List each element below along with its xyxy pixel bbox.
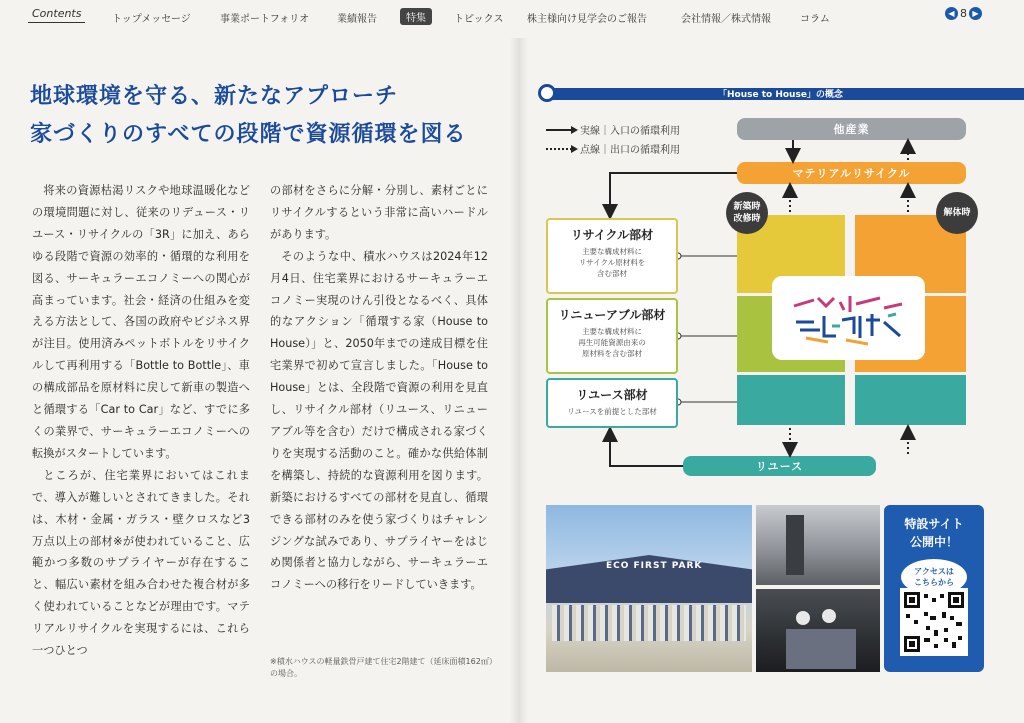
qr-code-icon — [904, 592, 964, 652]
workers-bodies — [786, 629, 856, 669]
nav-item-feature[interactable]: 特集 — [400, 8, 432, 25]
factory-photo — [756, 589, 880, 672]
prev-page-icon[interactable]: ◀ — [945, 7, 958, 20]
page-number: 8 — [960, 7, 967, 20]
nav-item-column[interactable]: コラム — [800, 14, 830, 25]
paragraph: の部材をさらに分解・分別し、素材ごとにリサイクルするという非常に高いハードルがあります。 — [270, 184, 488, 241]
legend-dotted-label: 点線｜出口の循環利用 — [580, 145, 680, 156]
worker-photo — [756, 505, 880, 585]
next-page-icon[interactable]: ▶ — [969, 7, 982, 20]
headline-line-2: 家づくりのすべての段階で資源循環を図る — [30, 122, 467, 147]
renewable-material-box — [546, 298, 678, 374]
reuse-material-desc: リユースを前提とした部材 — [567, 407, 657, 416]
special-site-title: 特設サイト 公開中！ — [904, 517, 964, 549]
helmet-2 — [822, 609, 836, 623]
recycle-material-box — [546, 218, 678, 294]
nav-item-top-message[interactable]: トップメッセージ — [112, 14, 191, 25]
reuse-pill: リユース — [683, 456, 876, 476]
concept-title: 「House to House」の概念 — [718, 90, 843, 100]
renewable-material-title: リニューアブル部材 — [558, 308, 666, 322]
material-recycle-pill: マテリアルリサイクル — [737, 162, 966, 184]
paragraph: ところが、住宅業界においてはこれまで、導入が難しいとされてきました。それは、木材・金属・ガラス・壁クロスなど3万点以上の部材※が使われていること、広範かつ多数のサプライヤーが存在すること、幅広い素材を組み合わせた複合材が多く使われていることなどが理由です。マテリアルリサイクルを実現するには、これら一つひとつ — [32, 468, 250, 658]
footnote: ※積水ハウスの軽量鉄骨戸建て住宅2階建て（延床面積162㎡）の場合。 — [270, 657, 497, 678]
paragraph: 将来の資源枯渇リスクや地球温暖化などの環境問題に対し、従来のリデュース・リユース・リサイクルの「3R」に加え、あらゆる段階で資源の効率的・循環的な利用を図る、サーキュラーエコノミーへの関心が高まっています。社会・経済の仕組みを変える方法として、各国の政府やビジネス界が注目。使用済みペットボトルをリサイクルして再利用する「Bottle to Bottle」、車の構成部品を原材料に戻して新車の製造へと循環する「Car to Car」など、すでに多くの業界で、サーキュラーエコノミーへの転換がスタートしています。 — [32, 184, 250, 460]
other-industry-pill: 他産業 — [737, 118, 966, 140]
contents-link[interactable]: Contents — [28, 7, 85, 23]
nav-item-results[interactable]: 業績報告 — [337, 14, 377, 25]
facility-sign: ECO FIRST PARK — [606, 561, 703, 571]
nav-item-portfolio[interactable]: 事業ポートフォリオ — [220, 14, 310, 25]
nav-item-topics[interactable]: トピックス — [454, 14, 504, 25]
badge-new-label: 新築時 改修時 — [733, 202, 761, 224]
nav-item-company-info[interactable]: 会社情報／株式情報 — [681, 14, 771, 25]
facility-photo — [546, 505, 752, 672]
headline-line-1: 地球環境を守る、新たなアプローチ — [30, 84, 399, 109]
reuse-material-title: リユース部材 — [576, 388, 648, 402]
helmet-1 — [796, 611, 810, 625]
renewable-material-desc: 主要な構成材料に 再生可能資源由来の 原材料を含む部材 — [578, 327, 646, 358]
recycle-material-desc: 主要な構成材料に リサイクル原材料を 含む部材 — [578, 247, 646, 278]
badge-demolish-label: 解体時 — [943, 208, 971, 218]
recycle-material-title: リサイクル部材 — [570, 228, 654, 242]
group-of-people — [552, 605, 746, 641]
paragraph: そのような中、積水ハウスは2024年12月4日、住宅業界におけるサーキュラーエコノミー実現のけん引役となるべく、具体的なアクション「循環する家（House to House）」と、2050年までの達成目標を住宅業界で初めて宣言しました。「House to House」とは、全段階で資源の利用を見直し、リサイクル部材（リユース、リニューアブル等を含む）だけで構成される家づくりを実現する活動のこと。確かな供給体制を構築し、持続的な資源利用を図ります。新築におけるすべての部材を見直し、循環できる部材のみを使う家づくりはチャレンジングな試みであり、サプライヤーをはじめ関係者と協力しながら、サーキュラーエコノミーへの移行をリードしていきます。 — [270, 249, 488, 592]
access-bubble[interactable]: アクセスは こちらから — [901, 559, 967, 595]
nav-item-tour-report[interactable]: 株主様向け見学会のご報告 — [527, 14, 647, 25]
qr-code[interactable] — [900, 588, 968, 656]
reuse-material-box — [546, 378, 678, 428]
legend-solid-label: 実線｜入口の循環利用 — [580, 126, 680, 137]
worker-silhouette — [786, 515, 804, 575]
